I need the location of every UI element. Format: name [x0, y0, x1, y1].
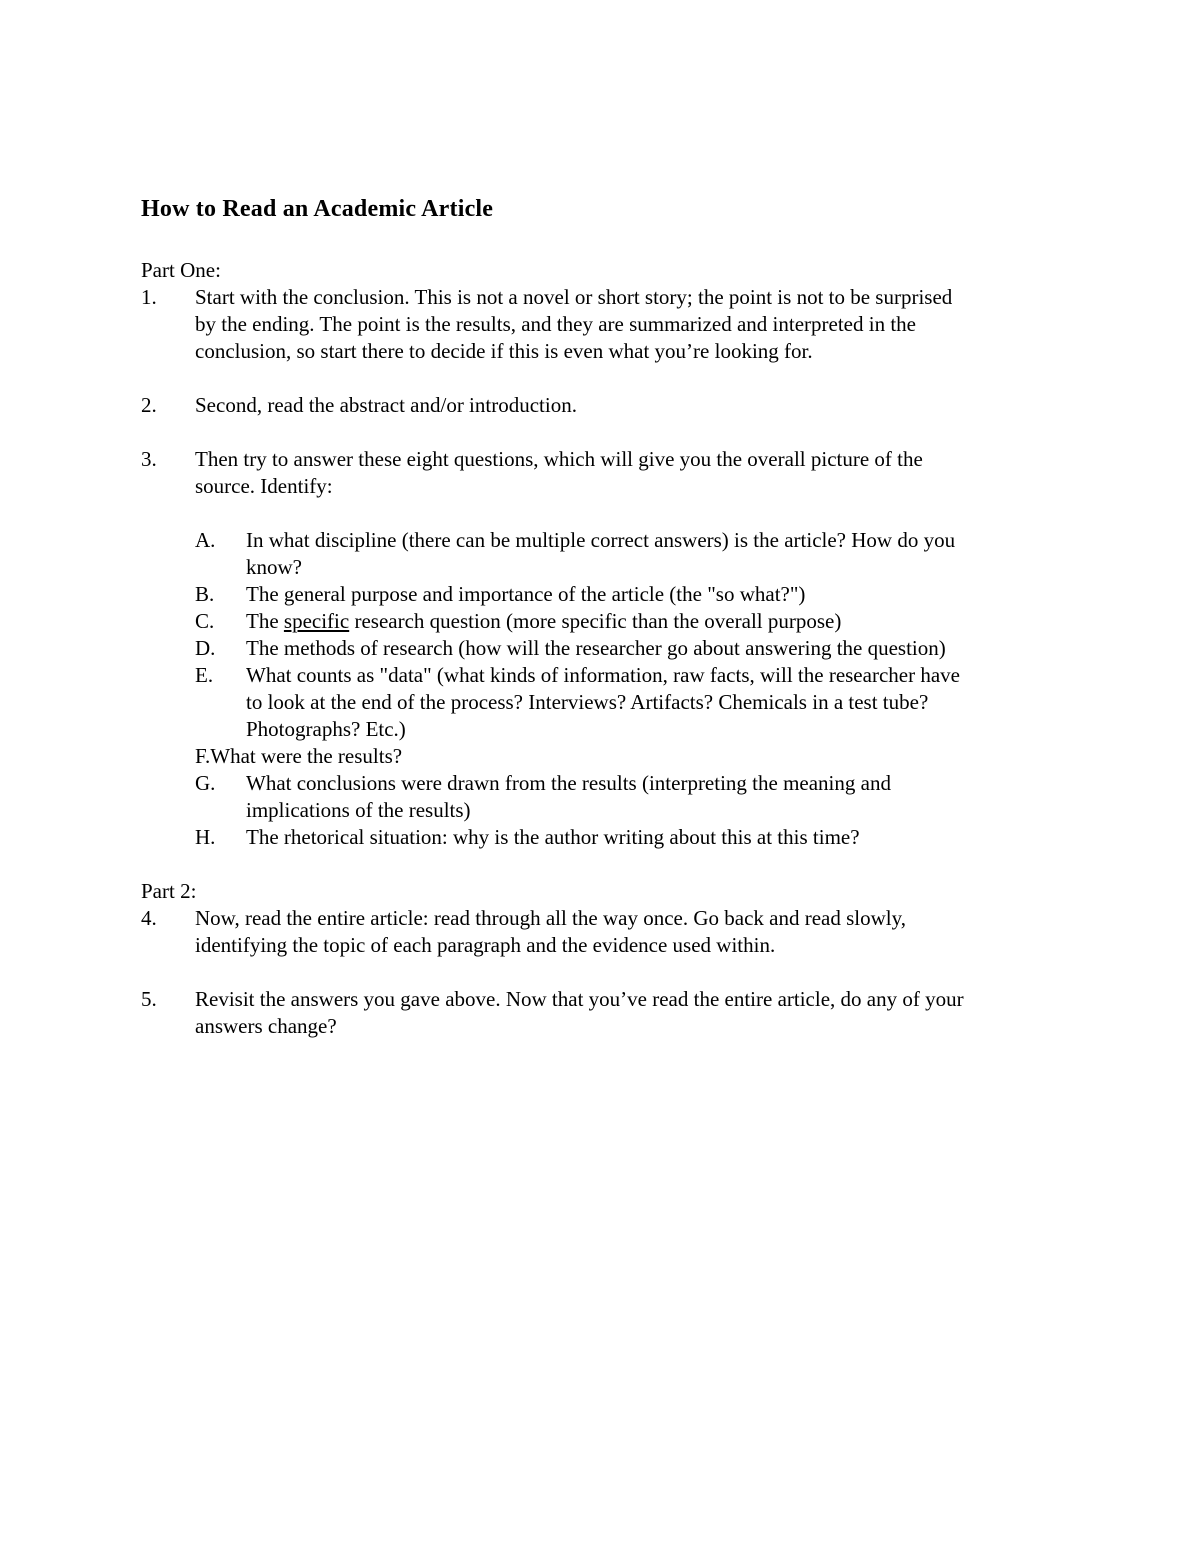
subitem-letter: H.: [195, 825, 216, 849]
subitem-letter: C.: [195, 609, 215, 633]
item-1-line-1: Start with the conclusion. This is not a novel or short story; the point is not to be surprised: [195, 285, 953, 309]
item-1-line-2: by the ending. The point is the results, and they are summarized and interpreted in the: [195, 312, 916, 336]
page-title: How to Read an Academic Article: [141, 196, 494, 222]
part-one-heading: Part One:: [141, 258, 221, 282]
item-number: 1.: [141, 285, 157, 309]
subitem-letter: G.: [195, 771, 216, 795]
subitem-h-line-1: The rhetorical situation: why is the author writing about this at this time?: [246, 825, 860, 849]
item-5-line-1: Revisit the answers you gave above. Now that you’ve read the entire article, do any of your: [195, 987, 964, 1011]
item-number: 5.: [141, 987, 157, 1011]
subitem-letter: E.: [195, 663, 214, 687]
subitem-e-line-3: Photographs? Etc.): [246, 717, 406, 741]
subitem-letter: D.: [195, 636, 216, 660]
subitem-e-line-1: What counts as "data" (what kinds of information, raw facts, will the researcher have: [246, 663, 960, 687]
item-3-line-2: source. Identify:: [195, 474, 333, 498]
item-4-line-1: Now, read the entire article: read through all the way once. Go back and read slowly,: [195, 906, 906, 930]
subitem-e-line-2: to look at the end of the process? Interviews? Artifacts? Chemicals in a test tube?: [246, 690, 929, 714]
subitem-b-line-1: The general purpose and importance of the article (the "so what?"): [246, 582, 806, 606]
subitem-f-line-1: F.What were the results?: [195, 744, 403, 768]
item-1-line-3: conclusion, so start there to decide if this is even what you’re looking for.: [195, 339, 813, 363]
part-two-heading: Part 2:: [141, 879, 197, 903]
item-number: 3.: [141, 447, 157, 471]
subitem-a-line-2: know?: [246, 555, 302, 579]
subitem-g-line-1: What conclusions were drawn from the results (interpreting the meaning and: [246, 771, 891, 795]
item-2-line-1: Second, read the abstract and/or introduction.: [195, 393, 577, 417]
item-3-line-1: Then try to answer these eight questions, which will give you the overall picture of the: [195, 447, 923, 471]
subitem-d-line-1: The methods of research (how will the researcher go about answering the question): [246, 636, 946, 660]
subitem-a-line-1: In what discipline (there can be multiple correct answers) is the article? How do you: [246, 528, 956, 552]
subitem-letter: B.: [195, 582, 215, 606]
subitem-g-line-2: implications of the results): [246, 798, 471, 822]
subitem-letter: A.: [195, 528, 216, 552]
subitem-c-post: research question (more specific than the overall purpose): [349, 609, 842, 633]
item-5-line-2: answers change?: [195, 1014, 337, 1038]
item-number: 4.: [141, 906, 157, 930]
subitem-c-line-1: [246, 608, 841, 635]
item-number: 2.: [141, 393, 157, 417]
item-4-line-2: identifying the topic of each paragraph and the evidence used within.: [195, 933, 776, 957]
subitem-c-pre: The: [246, 609, 284, 633]
underlined-word: specific: [283, 609, 350, 633]
